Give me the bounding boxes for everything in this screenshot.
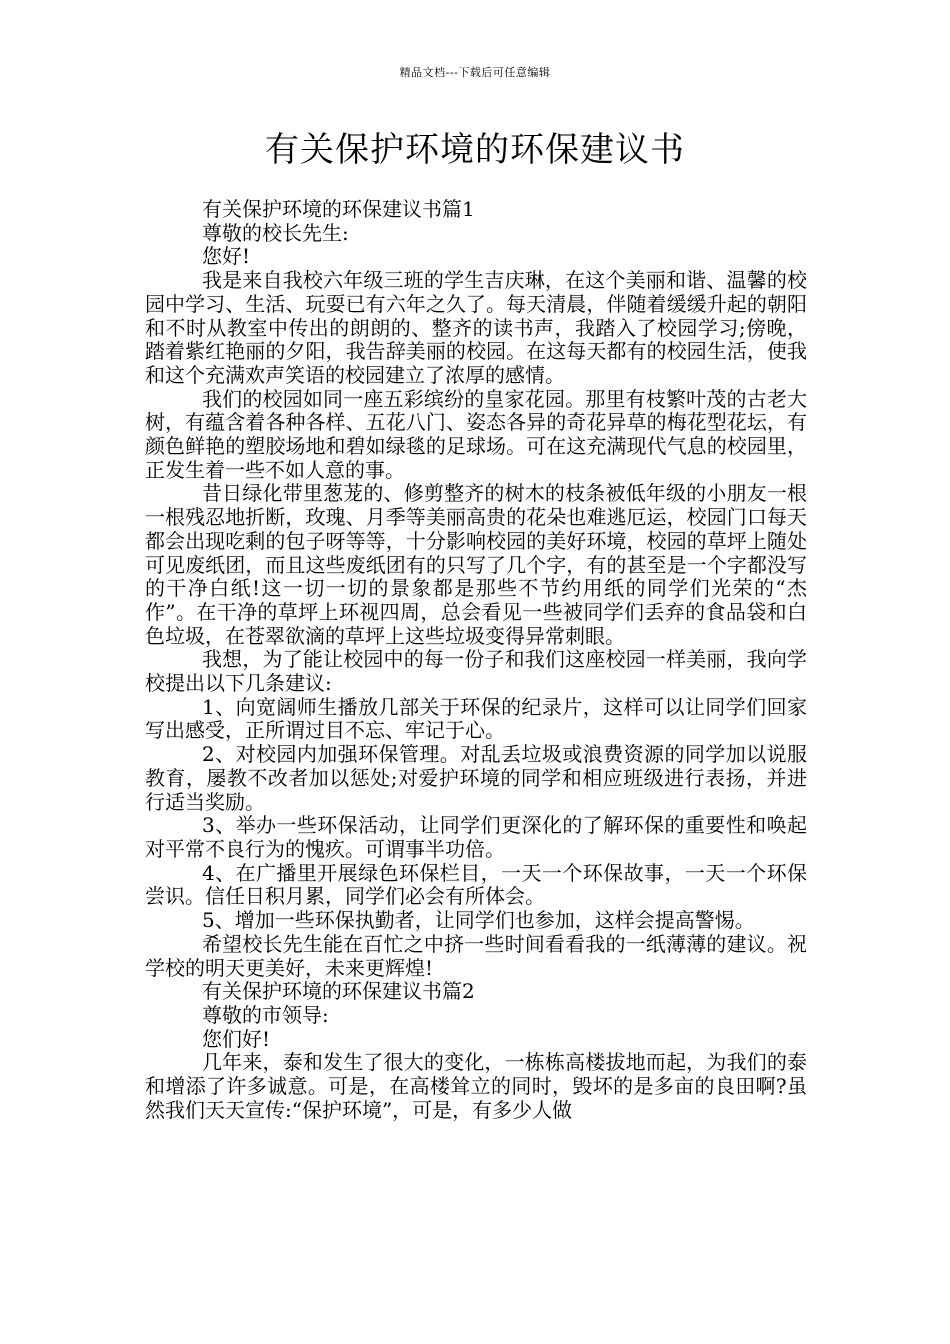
- greeting-2: 您们好!: [202, 1026, 271, 1051]
- section-heading-1: 有关保护环境的环保建议书篇1: [202, 197, 475, 221]
- paragraph: 我们的校园如同一座五彩缤纷的皇家花园。那里有枝繁叶茂的古老大树，有蕴含着各种各样、五花八门、姿态各异的奇花异草的梅花型花坛，有颜色鲜艳的塑胶场地和碧如绿毯的足球场。可在这充满现代气息的校园里，正发生着一些不如人意的事。: [145, 386, 807, 482]
- salutation-2: 尊敬的市领导:: [202, 1002, 329, 1027]
- section-heading-2: 有关保护环境的环保建议书篇2: [202, 979, 475, 1004]
- suggestion-item: 3、举办一些环保活动，让同学们更深化的了解环保的重要性和唤起对平常不良行为的愧疚。可谓事半功倍。: [145, 813, 807, 861]
- document-title: 有关保护环境的环保建议书: [265, 130, 685, 170]
- document-body: [145, 198, 807, 1122]
- paragraph: 几年来，泰和发生了很大的变化，一栋栋高楼拔地而起，为我们的泰和增添了许多诚意。可是，在高楼耸立的同时，毁坏的是多亩的良田啊?虽然我们天天宣传:“保护环境”，可是，有多少人做: [145, 1050, 807, 1122]
- greeting-1: 您好!: [202, 244, 251, 269]
- paragraph: 我想，为了能让校园中的每一份子和我们这座校园一样美丽，我向学校提出以下几条建议:: [145, 647, 807, 696]
- suggestion-item: 4、在广播里开展绿色环保栏目，一天一个环保故事，一天一个环保尝识。信任日积月累，同学们必会有所体会。: [145, 860, 807, 909]
- paragraph: 希望校长先生能在百忙之中挤一些时间看看我的一纸薄薄的建议。祝学校的明天更美好，未来更辉煌!: [145, 931, 807, 980]
- suggestion-item: 2、对校园内加强环保管理。对乱丢垃圾或浪费资源的同学加以说服教育，屡教不改者加以惩处;对爱护环境的同学和相应班级进行表扬，并进行适当奖励。: [145, 742, 807, 814]
- paragraph: 我是来自我校六年级三班的学生吉庆琳，在这个美丽和谐、温馨的校园中学习、生活、玩耍已有六年之久了。每天清晨，伴随着缓缓升起的朝阳和不时从教室中传出的朗朗的、整齐的读书声，我踏入了校园学习;傍晚，踏着紫红艳丽的夕阳，我告辞美丽的校园。在这每天都有的校园生活，使我和这个充满欢声笑语的校园建立了浓厚的感情。: [145, 268, 807, 387]
- suggestion-item: 5、增加一些环保执勤者，让同学们也参加，这样会提高警惕。: [202, 908, 755, 933]
- suggestion-item: 1、向宽阔师生播放几部关于环保的纪录片，这样可以让同学们回家写出感受，正所谓过目不忘、牢记于心。: [145, 694, 807, 743]
- header-note: 精品文档---下载后可任意编辑: [399, 66, 551, 79]
- salutation-1: 尊敬的校长先生:: [202, 220, 349, 245]
- paragraph: 昔日绿化带里葱茏的、修剪整齐的树木的枝条被低年级的小朋友一根一根残忍地折断，玫瑰、月季等美丽高贵的花朵也难逃厄运，校园门口每天都会出现吃剩的包子呀等等，十分影响校园的美好环境，校园的草坪上随处可见废纸团，而且这些废纸团有的只写了几个字，有的甚至是一个字都没写的干净白纸!这一切一切的景象都是那些不节约用纸的同学们光荣的“杰作”。在干净的草坪上环视四周，总会看见一些被同学们丢弃的食品袋和白色垃圾，在苍翠欲滴的草坪上这些垃圾变得异常刺眼。: [145, 481, 807, 648]
